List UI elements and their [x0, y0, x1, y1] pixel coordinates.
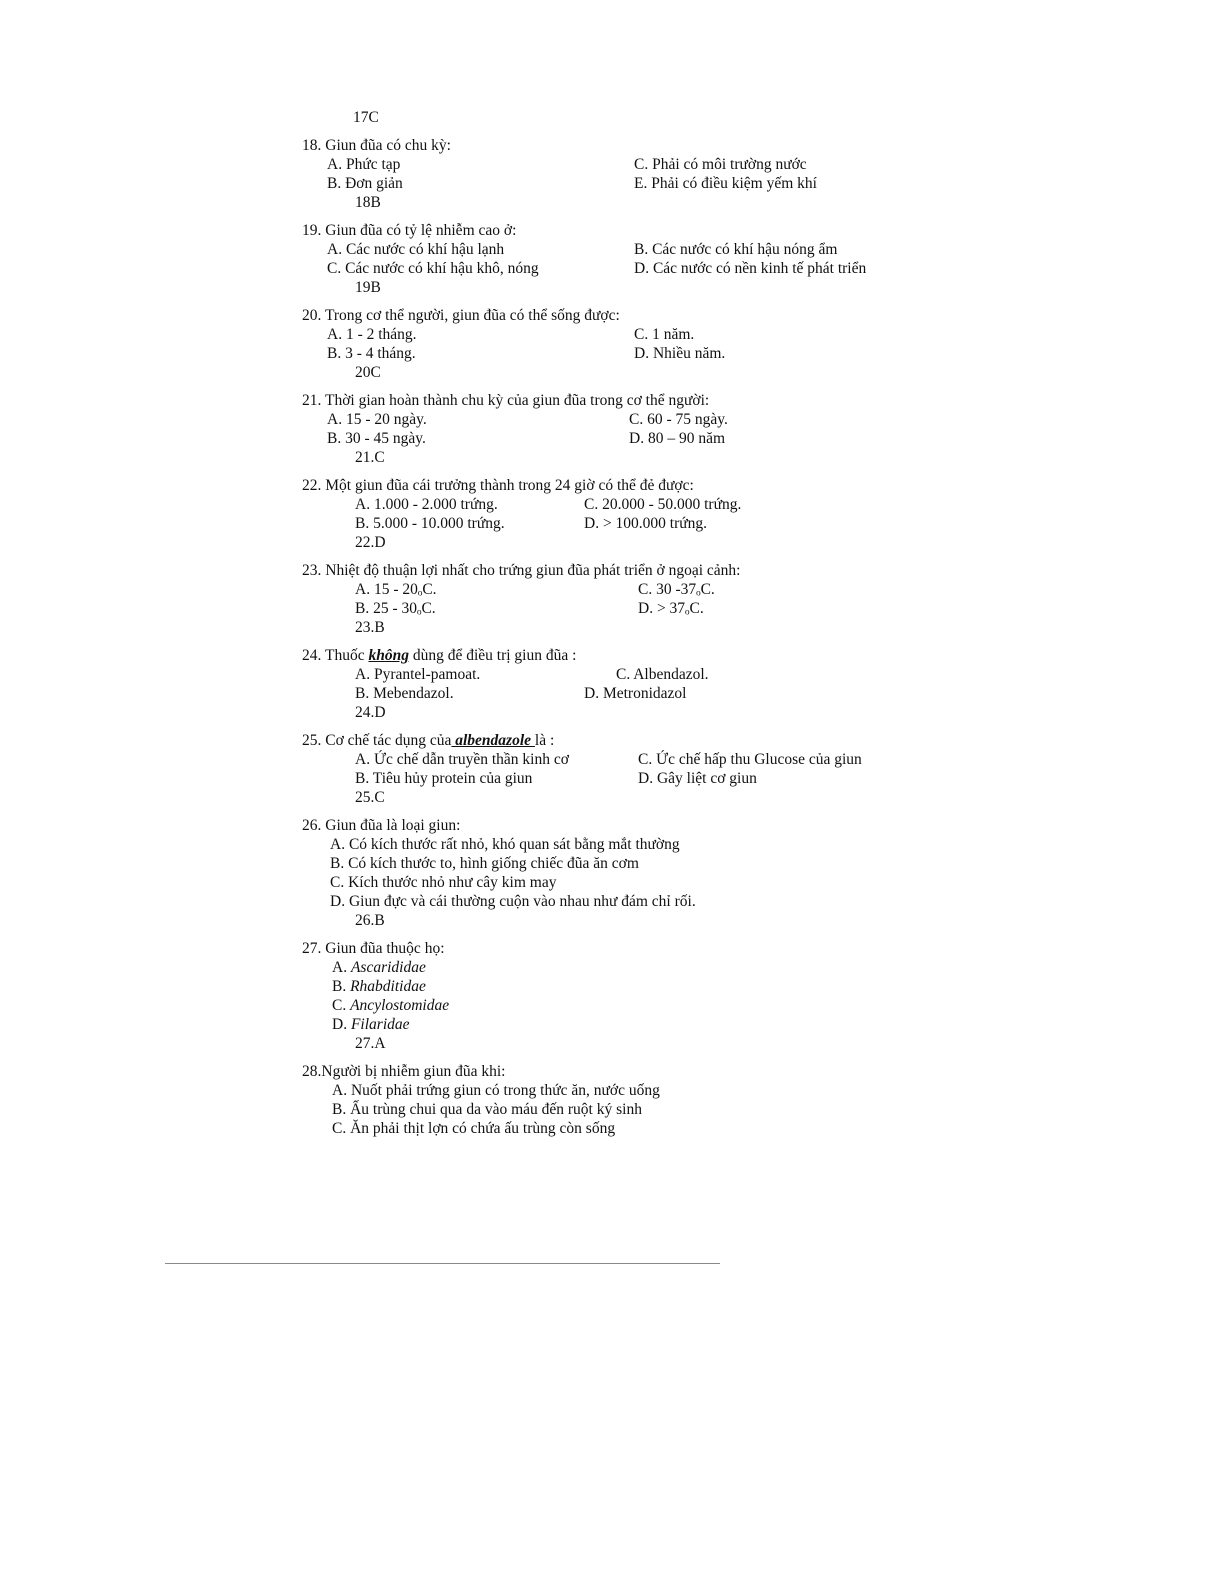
question-18-option-a: A. Phức tạp: [327, 156, 401, 173]
question-20-option-c: C. 1 năm.: [634, 326, 695, 343]
question-26-option-a: A. Có kích thước rất nhỏ, khó quan sát bằng mắt thường: [330, 836, 680, 853]
question-21-option-a: A. 15 - 20 ngày.: [327, 411, 427, 428]
question-18-option-b: B. Đơn giản: [327, 175, 403, 192]
question-27-option-d: [332, 1016, 410, 1034]
question-22-stem: 22. Một giun đũa cái trưởng thành trong 24 giờ có thể đẻ được:: [302, 477, 694, 494]
question-24-emphasis: không: [368, 647, 409, 664]
question-22-answer: 22.D: [355, 534, 386, 551]
question-24-option-a: A. Pyrantel-pamoat.: [355, 666, 481, 683]
question-18-option-e: E. Phải có điều kiệm yếm khí: [634, 175, 817, 192]
question-25-option-d: D. Gây liệt cơ giun: [638, 770, 757, 787]
question-28-option-c: C. Ăn phải thịt lợn có chứa ấu trùng còn sống: [332, 1120, 616, 1137]
question-27-stem: 27. Giun đũa thuộc họ:: [302, 940, 445, 957]
question-19-option-a: A. Các nước có khí hậu lạnh: [327, 241, 505, 258]
question-18-stem: 18. Giun đũa có chu kỳ:: [302, 137, 451, 154]
question-21-stem: 21. Thời gian hoàn thành chu kỳ của giun đũa trong cơ thể người:: [302, 392, 710, 409]
question-22-option-b: B. 5.000 - 10.000 trứng.: [355, 515, 505, 532]
question-28-option-b: B. Ấu trùng chui qua da vào máu đến ruột ký sinh: [332, 1101, 642, 1118]
question-23-answer: 23.B: [355, 619, 385, 636]
question-27-option-b: [332, 978, 426, 996]
question-26-answer: 26.B: [355, 912, 385, 929]
question-25-stem: [302, 732, 554, 750]
question-24-stem-start: 24. Thuốc: [302, 647, 369, 664]
answer-17: 17C: [353, 109, 379, 126]
question-27-option-a: [332, 959, 426, 977]
question-23-option-d: D. > 37ₒC.: [638, 600, 704, 617]
question-24-answer: 24.D: [355, 704, 386, 721]
question-19-option-d: D. Các nước có nền kinh tế phát triển: [634, 260, 867, 277]
question-20-stem: 20. Trong cơ thể người, giun đũa có thể sống được:: [302, 307, 620, 324]
question-27-option-b-text: Rhabditidae: [350, 978, 426, 995]
question-18-answer: 18B: [355, 194, 381, 211]
question-19-option-b: B. Các nước có khí hậu nóng ẩm: [634, 241, 838, 258]
question-24-option-d: D. Metronidazol: [584, 685, 687, 702]
question-19-stem: 19. Giun đũa có tỷ lệ nhiễm cao ở:: [302, 222, 517, 239]
question-20-answer: 20C: [355, 364, 381, 381]
question-21-option-b: B. 30 - 45 ngày.: [327, 430, 426, 447]
question-24-option-b: B. Mebendazol.: [355, 685, 454, 702]
question-26-option-d: D. Giun đực và cái thường cuộn vào nhau như đám chỉ rối.: [330, 893, 696, 910]
question-21-answer: 21.C: [355, 449, 385, 466]
question-20-option-d: D. Nhiều năm.: [634, 345, 726, 362]
question-22-option-a: A. 1.000 - 2.000 trứng.: [355, 496, 498, 513]
question-22-option-c: C. 20.000 - 50.000 trứng.: [584, 496, 742, 513]
question-24-option-c: C. Albendazol.: [616, 666, 709, 683]
question-25-option-c: C. Ức chế hấp thu Glucose của giun: [638, 751, 862, 768]
question-21-option-d: D. 80 – 90 năm: [629, 430, 726, 447]
question-25-option-a: A. Ức chế dẫn truyền thần kinh cơ: [355, 751, 569, 768]
question-28-stem: 28.Người bị nhiễm giun đũa khi:: [302, 1063, 506, 1080]
question-27-answer: 27.A: [355, 1035, 386, 1052]
question-20-option-b: B. 3 - 4 tháng.: [327, 345, 416, 362]
question-25-stem-start: 25. Cơ chế tác dụng của: [302, 732, 452, 749]
question-27-option-d-letter: D.: [332, 1016, 351, 1033]
question-23-option-c: C. 30 -37ₒC.: [638, 581, 715, 598]
question-24-stem: [302, 647, 576, 665]
question-26-stem: 26. Giun đũa là loại giun:: [302, 817, 461, 834]
question-27-option-c: [332, 997, 449, 1015]
question-25-answer: 25.C: [355, 789, 385, 806]
question-25-stem-end: là :: [534, 732, 555, 749]
footer-divider: [165, 1263, 720, 1264]
question-27-option-c-text: Ancylostomidae: [350, 997, 450, 1014]
question-26-option-c: C. Kích thước nhỏ như cây kim may: [330, 874, 557, 891]
question-27-option-a-letter: A.: [332, 959, 351, 976]
question-25-emphasis: albendazole: [451, 732, 535, 749]
question-28-option-a: A. Nuốt phải trứng giun có trong thức ăn, nước uống: [332, 1082, 660, 1099]
question-23-option-b: B. 25 - 30ₒC.: [355, 600, 436, 617]
question-27-option-b-letter: B.: [332, 978, 351, 995]
question-18-option-c: C. Phải có môi trường nước: [634, 156, 807, 173]
question-24-stem-end: dùng để điều trị giun đũa :: [408, 647, 577, 664]
question-27-option-d-text: Filaridae: [350, 1016, 410, 1033]
question-26-option-b: B. Có kích thước to, hình giống chiếc đũa ăn cơm: [330, 855, 639, 872]
question-23-stem: 23. Nhiệt độ thuận lợi nhất cho trứng giun đũa phát triển ở ngoại cảnh:: [302, 562, 741, 579]
question-22-option-d: D. > 100.000 trứng.: [584, 515, 708, 532]
question-20-option-a: A. 1 - 2 tháng.: [327, 326, 417, 343]
question-19-option-c: C. Các nước có khí hậu khô, nóng: [327, 260, 539, 277]
question-27-option-c-letter: C.: [332, 997, 351, 1014]
question-21-option-c: C. 60 - 75 ngày.: [629, 411, 728, 428]
question-27-option-a-text: Ascarididae: [350, 959, 426, 976]
question-19-answer: 19B: [355, 279, 381, 296]
question-23-option-a: A. 15 - 20ₒC.: [355, 581, 437, 598]
question-25-option-b: B. Tiêu hủy protein của giun: [355, 770, 533, 787]
